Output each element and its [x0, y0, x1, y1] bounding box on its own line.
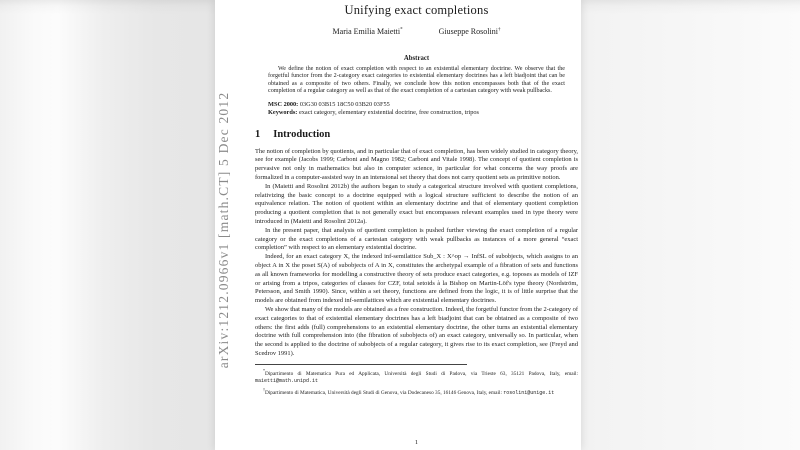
author-maietti [333, 27, 403, 36]
page-content [255, 0, 578, 450]
keywords-label: Keywords: [268, 109, 298, 117]
page-number: 1 [414, 439, 419, 446]
footnote-email: maietti@math.unipd.it [255, 378, 319, 385]
footnote-marker: * [263, 367, 265, 373]
section-title: Introduction [273, 128, 331, 140]
keywords-text: exact category, elementary existential doctrine, free construction, tripos [298, 109, 479, 117]
abstract-block [268, 55, 565, 118]
author-name: Giuseppe Rosolini [438, 27, 498, 36]
paper-title: Unifying exact completions [344, 3, 489, 17]
msc-label: MSC 2000: [268, 101, 299, 109]
author-footnote-marker: † [497, 27, 501, 33]
author-rosolini [439, 27, 501, 36]
keywords-line [268, 109, 565, 117]
author-footnote-marker: * [400, 27, 403, 33]
intro-paragraph-2: In (Maietti and Rosolini 2012b) the authors began to study a categorical structure involved with quotient completions, relativizing the basic concept to a doctrine equipped with a logical structure sufficient to describe the notion of an equivalence relation. The notion of quotient within an elementary doctrine and that of elementary quotient completion producing a quotient completion that is not generally exact but encompasses relevant examples used in type theory were introduced in (Maietti and Rosolini 2012a). [255, 182, 578, 225]
authors-row [255, 27, 578, 36]
paper-page [215, 0, 581, 450]
footnote-text: Dipartimento di Matematica, Università degli Studi di Genova, via Dodecaneso 35, 16146 Genova, Italy, email: [265, 389, 502, 396]
abstract-text: We define the notion of exact completion with respect to an existential elementary doctrine. We observe that the forgetful functor from the 2-category exact categories to existential elementary doctrines has a left biadjoint that can be obtained as a composite of two others. Finally, we conclude how this notion encompasses both that of the exact completion of a regular category as well as that of the exact completion of a cartesian category with weak pullbacks. [268, 66, 565, 94]
intro-paragraph-5: We show that many of the models are obtained as a free construction. Indeed, the forgetful functor from the 2-category of exact categories to that of existential elementary doctrines has a left biadjoint that can be obtained as a composite of two others: the first adds (full) comprehensions to an existential elementary doctrine, the other turns an existential elementary doctrine with full comprehension into (the fibration of subobjects of) an exact category, universally so. In particular, when the second is applied to the doctrine of subobjects of a regular category, it gives rise to its exact completion, see (Freyd and Scedrov 1991). [255, 305, 578, 357]
footnote-email: rosolini@unige.it [503, 389, 555, 396]
footnote-affiliation-1 [255, 367, 578, 386]
section-number: 1 [255, 128, 261, 140]
footnote-marker: † [263, 386, 265, 392]
footnote-affiliation-2 [255, 386, 578, 397]
msc-line [268, 101, 565, 109]
intro-paragraph-1: The notion of completion by quotients, and in particular that of exact completion, has been widely studied in category theory, see for example (Jacobs 1999; Carboni and Magno 1982; Carboni and Vitale 1998). The concept of quotient completion is pervasive not only in mathematics but also in computer science, in particular for what concerns the way proofs are formalized in a computer-assisted way in an intensional set theory that does not carry quotient sets as primitive notion. [255, 147, 578, 181]
section-heading [255, 129, 578, 140]
footnotes-block [255, 367, 578, 398]
intro-paragraph-3: In the present paper, that analysis of quotient completion is pushed further viewing the exact completion of a regular category or the exact completions of a cartesian category with weak pullbacks as instances of a more general “exact completion” with respect to an elementary existential doctrine. [255, 226, 578, 252]
msc-codes: 03G30 03B15 18C50 03B20 03F55 [299, 101, 390, 109]
footnote-rule [255, 364, 467, 365]
author-name: Maria Emilia Maietti [332, 27, 401, 36]
abstract-heading: Abstract [403, 55, 430, 62]
footnote-text: Dipartimento di Matematica Pura ed Applicata, Università degli Studi di Padova, via Trieste 63, 35121 Padova, Italy, email: [265, 370, 578, 377]
intro-paragraph-4: Indeed, for an exact category X, the indexed inf-semilattice Sub_X : X^op → InfSL of subobjects, which assigns to an object A in X the poset S(A) of subobjects of A in X, constitutes the archetypal example of a fibration of sets and functions as all known frameworks for modelling a constructive theory of sets produce exact categories, e.g. toposes as models of IZF or arising from a tripos, categories of classes for CZF, total setoids à la Bishop on Martin-Löf's type theory (Nordström, Petersson, and Smith 1990). Since, within a set theory, functions are defined from the logic, it is of little surprise that the models are obtained from indexed inf-semilattices which are existential elementary doctrines. [255, 253, 578, 305]
arxiv-watermark: arXiv:1212.0966v1 [math.CT] 5 Dec 2012 [216, 91, 231, 369]
